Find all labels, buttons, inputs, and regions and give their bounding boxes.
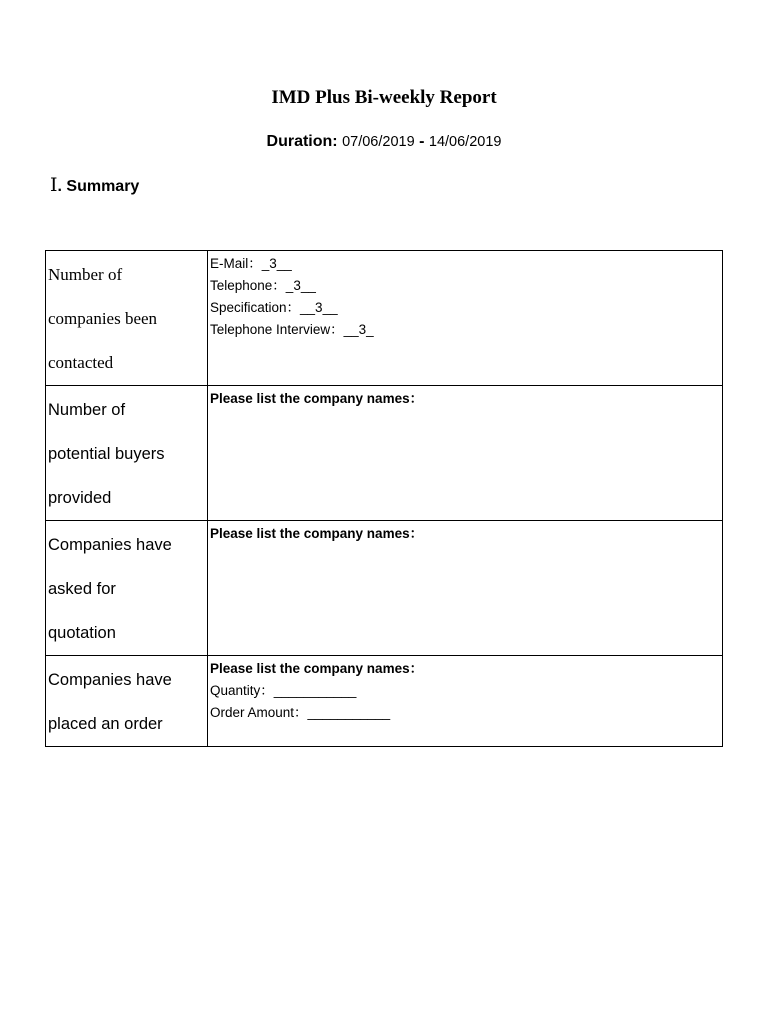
duration-end-date: 14/06/2019 — [428, 134, 502, 150]
row-label-companies-contacted — [46, 251, 208, 386]
table-row — [46, 386, 723, 521]
row-detail-potential-buyers — [208, 386, 723, 521]
company-names-prompt: Please list the company names： — [210, 526, 424, 541]
order-amount-field: Order Amount：___________ — [210, 705, 391, 720]
row-label-line: quotation — [48, 624, 116, 642]
telephone-interview-count: Telephone Interview：__3_ — [210, 322, 374, 337]
duration-separator: - — [419, 133, 425, 150]
report-title: IMD Plus Bi-weekly Report — [271, 87, 497, 108]
row-detail-asked-quotation — [208, 521, 723, 656]
row-label-line: Number of — [48, 401, 126, 419]
row-label-line: placed an order — [48, 715, 163, 733]
table-row — [46, 521, 723, 656]
row-label-placed-order — [46, 656, 208, 747]
company-names-prompt: Please list the company names： — [210, 661, 424, 676]
row-label-line: companies been — [48, 309, 158, 328]
row-label-line: potential buyers — [48, 445, 165, 463]
specification-count: Specification：__3__ — [210, 300, 338, 315]
table-row — [46, 251, 723, 386]
row-label-asked-quotation — [46, 521, 208, 656]
row-label-line: Number of — [48, 265, 123, 284]
summary-table — [45, 250, 723, 747]
row-detail-placed-order — [208, 656, 723, 747]
row-label-potential-buyers — [46, 386, 208, 521]
row-label-line: Companies have — [48, 536, 172, 554]
quantity-field: Quantity：___________ — [210, 683, 357, 698]
table-row — [46, 656, 723, 747]
telephone-count: Telephone：_3__ — [210, 278, 316, 293]
row-label-line: provided — [48, 489, 112, 507]
company-names-prompt: Please list the company names： — [210, 391, 424, 406]
row-label-line: asked for — [48, 580, 116, 598]
section-number: Ⅰ — [50, 174, 58, 196]
section-heading-summary — [50, 174, 139, 198]
duration-start-date: 07/06/2019 — [342, 134, 415, 150]
duration-line — [0, 131, 768, 153]
row-label-line: Companies have — [48, 671, 172, 689]
email-count: E-Mail：_3__ — [210, 256, 292, 271]
row-detail-contact-counts — [208, 251, 723, 386]
section-title: . Summary — [57, 178, 140, 195]
row-label-line: contacted — [48, 353, 114, 372]
duration-label: Duration: — [266, 133, 338, 150]
